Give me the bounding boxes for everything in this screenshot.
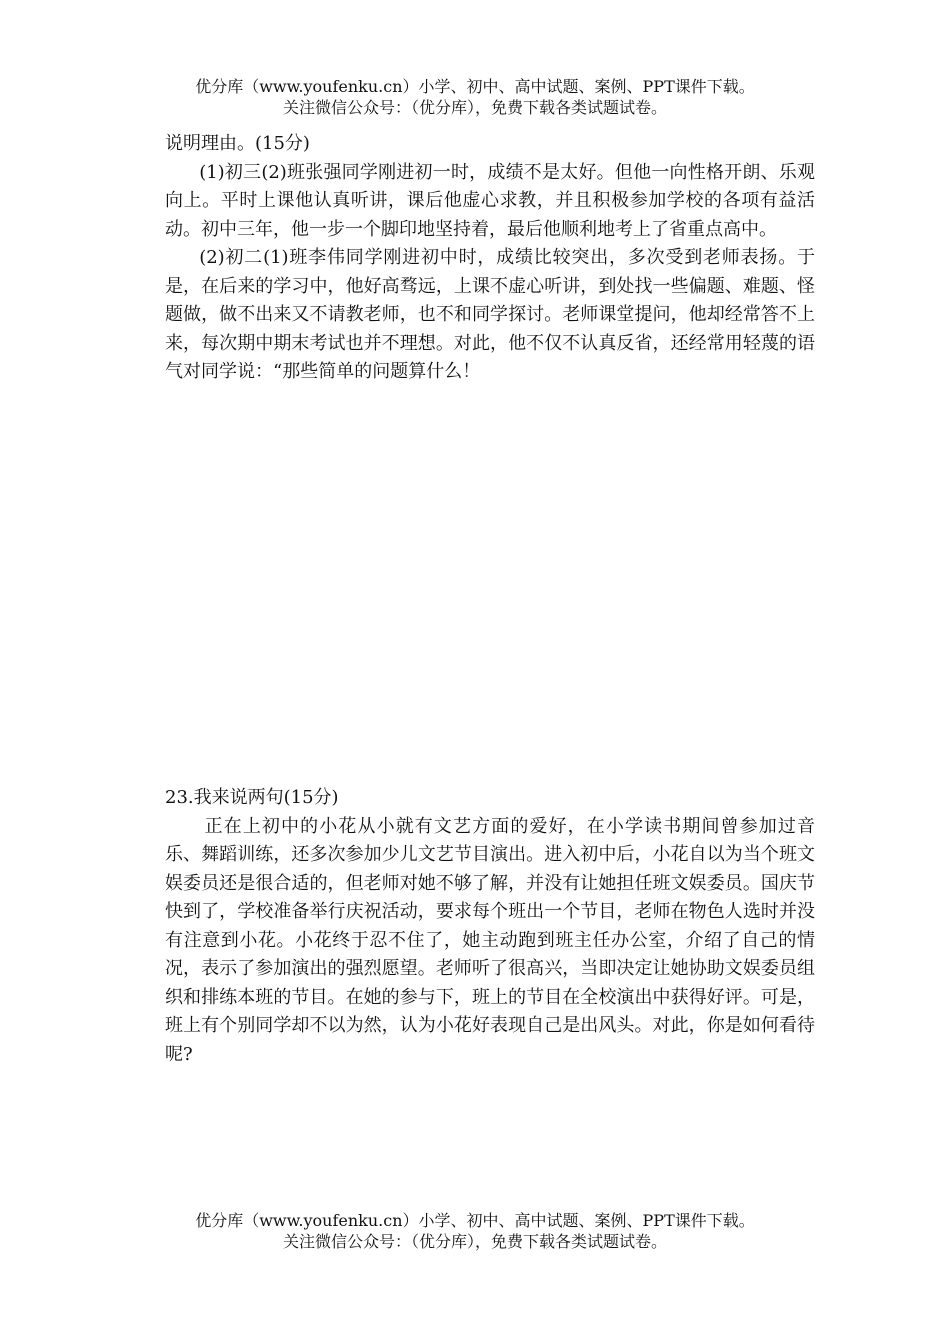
question-22-section — [165, 130, 815, 387]
page-footer — [0, 1210, 950, 1252]
case-1-paragraph: (1)初三(2)班张强同学刚进初一时，成绩不是太好。但他一向性格开朗、乐观向上。平时上课他认真听讲，课后他虚心求教，并且积极参加学校的各项有益活动。初中三年，他一步一个脚印地坚持着，最后他顺利地考上了省重点高中。 — [165, 161, 815, 240]
question-23-body: 正在上初中的小花从小就有文艺方面的爱好，在小学读书期间曾参加过音乐、舞蹈训练，还多次参加少儿文艺节目演出。进入初中后，小花自以为当个班文娱委员还是很合适的，但老师对她不够了解，并没有让她担任班文娱委员。国庆节快到了，学校准备举行庆祝活动，要求每个班出一个节目，老师在物色人选时并没有注意到小花。小花终于忍不住了，她主动跑到班主任办公室，介绍了自己的情况，表示了参加演出的强烈愿望。老师听了很高兴，当即决定让她协助文娱委员组织和排练本班的节目。在她的参与下，班上的节目在全校演出中获得好评。可是，班上有个别同学却不以为然，认为小花好表现自己是出风头。对此，你是如何看待呢? — [165, 815, 815, 1065]
case-2-paragraph: (2)初二(1)班李伟同学刚进初中时，成绩比较突出，多次受到老师表扬。于是，在后来的学习中，他好高骛远，上课不虚心听讲，到处找一些偏题、难题、怪题做，做不出来又不请教老师，也不和同学探讨。老师课堂提问，他却经常答不上来，每次期中期末考试也并不理想。对此，他不仅不认真反省，还经常用轻蔑的语气对同学说：“那些简单的问题算什么！ — [165, 247, 815, 382]
header-line-2: 关注微信公众号：（优分库），免费下载各类试题试卷。 — [282, 98, 667, 117]
question-22-lead: 说明理由。(15分) — [165, 133, 310, 154]
question-23-section — [165, 784, 815, 1069]
page-header — [0, 76, 950, 118]
footer-line-1: 优分库（www.youfenku.cn）小学、初中、高中试题、案例、PPT课件下载。 — [195, 1211, 755, 1230]
footer-line-2: 关注微信公众号：（优分库），免费下载各类试题试卷。 — [282, 1232, 667, 1251]
header-line-1: 优分库（www.youfenku.cn）小学、初中、高中试题、案例、PPT课件下载。 — [195, 77, 755, 96]
question-23-title: 23.我来说两句(15分) — [165, 787, 339, 808]
